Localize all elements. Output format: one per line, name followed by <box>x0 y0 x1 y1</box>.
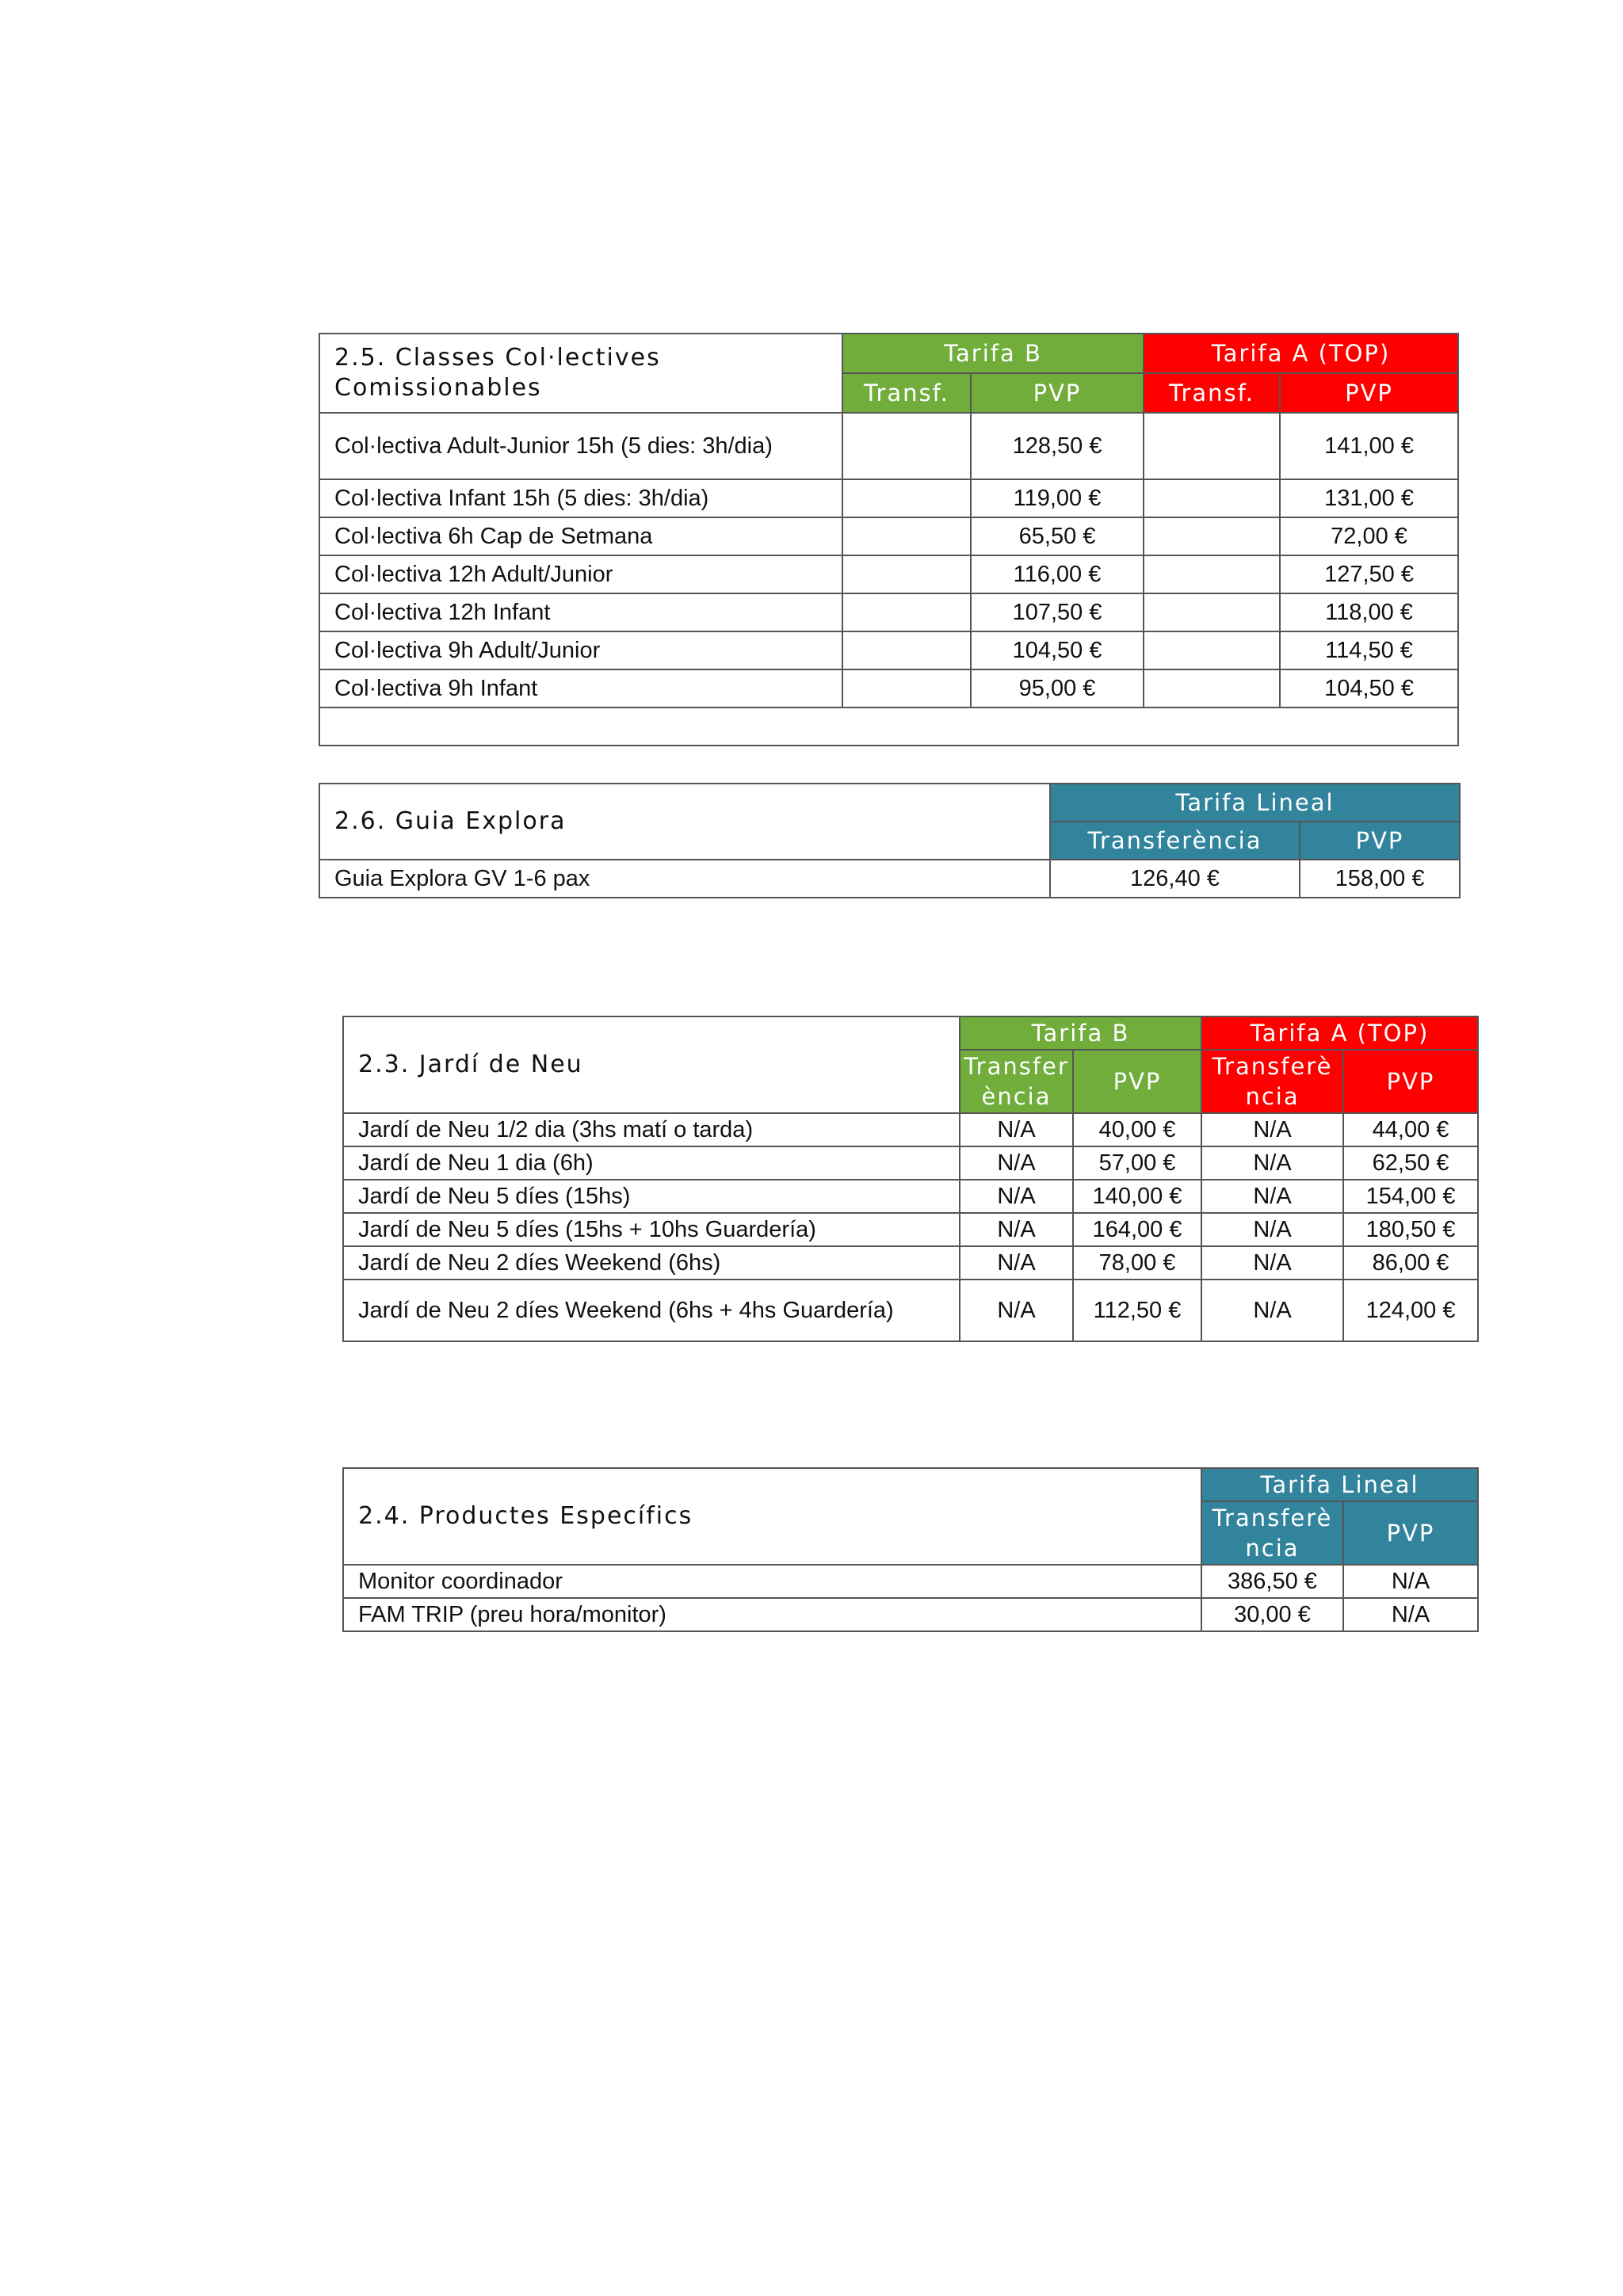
table-row <box>319 479 1458 517</box>
row-label: Col·lectiva 9h Infant <box>319 669 842 707</box>
a-pvp-cell: 127,50 € <box>1280 555 1458 593</box>
col-transf: Transferència <box>1201 1501 1343 1565</box>
a-transf-cell: N/A <box>1201 1146 1343 1180</box>
a-transf-cell <box>1144 555 1280 593</box>
empty-cell <box>319 707 1458 746</box>
a-transf-cell <box>1144 669 1280 707</box>
table-row <box>319 860 1460 898</box>
table-title: 2.6. Guia Explora <box>319 784 1050 860</box>
table-classes-collectives <box>319 333 1459 746</box>
table-row <box>343 1146 1478 1180</box>
col-a-transf: Transf. <box>1144 373 1280 413</box>
b-pvp-cell: 112,50 € <box>1073 1280 1201 1341</box>
a-pvp-cell: 131,00 € <box>1280 479 1458 517</box>
b-pvp-cell: 128,50 € <box>971 413 1144 479</box>
b-transf-cell: N/A <box>960 1113 1073 1146</box>
col-b-transf: Transferència <box>960 1050 1073 1113</box>
b-transf-cell <box>842 669 971 707</box>
pvp-cell: 158,00 € <box>1300 860 1460 898</box>
row-label: Col·lectiva Adult-Junior 15h (5 dies: 3h/dia) <box>319 413 842 479</box>
table-row <box>319 631 1458 669</box>
row-label: Col·lectiva 12h Infant <box>319 593 842 631</box>
b-transf-cell <box>842 517 971 555</box>
a-transf-cell <box>1144 479 1280 517</box>
tarifa-b-header: Tarifa B <box>960 1016 1201 1050</box>
table-row <box>319 669 1458 707</box>
table-title: 2.5. Classes Col·lectives Comissionables <box>319 334 842 413</box>
row-label: Col·lectiva Infant 15h (5 dies: 3h/dia) <box>319 479 842 517</box>
a-transf-cell <box>1144 413 1280 479</box>
a-transf-cell <box>1144 517 1280 555</box>
col-a-pvp: PVP <box>1343 1050 1478 1113</box>
pvp-cell: N/A <box>1343 1598 1478 1631</box>
b-pvp-cell: 78,00 € <box>1073 1246 1201 1280</box>
b-pvp-cell: 119,00 € <box>971 479 1144 517</box>
transf-cell: 30,00 € <box>1201 1598 1343 1631</box>
col-a-transf: Transferència <box>1201 1050 1343 1113</box>
b-transf-cell <box>842 413 971 479</box>
a-pvp-cell: 141,00 € <box>1280 413 1458 479</box>
transf-cell: 386,50 € <box>1201 1565 1343 1598</box>
a-transf-cell <box>1144 593 1280 631</box>
a-pvp-cell: 118,00 € <box>1280 593 1458 631</box>
table-row <box>319 517 1458 555</box>
b-transf-cell: N/A <box>960 1213 1073 1246</box>
b-transf-cell <box>842 479 971 517</box>
b-pvp-cell: 107,50 € <box>971 593 1144 631</box>
tarifa-lineal-header: Tarifa Lineal <box>1201 1468 1478 1501</box>
transf-cell: 126,40 € <box>1050 860 1300 898</box>
table-title: 2.3. Jardí de Neu <box>343 1016 960 1113</box>
b-pvp-cell: 164,00 € <box>1073 1213 1201 1246</box>
table-row <box>343 1246 1478 1280</box>
table-jardi-de-neu <box>342 1016 1479 1342</box>
table-productes-especifics <box>342 1467 1479 1632</box>
row-label: Jardí de Neu 1 dia (6h) <box>343 1146 960 1180</box>
row-label: Jardí de Neu 2 díes Weekend (6hs) <box>343 1246 960 1280</box>
table-row <box>319 593 1458 631</box>
row-label: Col·lectiva 9h Adult/Junior <box>319 631 842 669</box>
a-transf-cell <box>1144 631 1280 669</box>
row-label: Col·lectiva 6h Cap de Setmana <box>319 517 842 555</box>
table-guia-explora <box>319 783 1461 898</box>
table-row <box>343 1180 1478 1213</box>
b-pvp-cell: 57,00 € <box>1073 1146 1201 1180</box>
b-pvp-cell: 104,50 € <box>971 631 1144 669</box>
pvp-cell: N/A <box>1343 1565 1478 1598</box>
table-row <box>319 555 1458 593</box>
b-transf-cell <box>842 631 971 669</box>
tarifa-lineal-header: Tarifa Lineal <box>1050 784 1460 822</box>
b-transf-cell: N/A <box>960 1146 1073 1180</box>
b-transf-cell: N/A <box>960 1180 1073 1213</box>
a-pvp-cell: 114,50 € <box>1280 631 1458 669</box>
a-pvp-cell: 44,00 € <box>1343 1113 1478 1146</box>
table-row <box>319 413 1458 479</box>
row-label: Jardí de Neu 2 díes Weekend (6hs + 4hs Guardería) <box>343 1280 960 1341</box>
a-transf-cell: N/A <box>1201 1213 1343 1246</box>
a-transf-cell: N/A <box>1201 1246 1343 1280</box>
a-transf-cell: N/A <box>1201 1280 1343 1341</box>
row-label: Monitor coordinador <box>343 1565 1201 1598</box>
tarifa-b-header: Tarifa B <box>842 334 1144 373</box>
table-row <box>343 1598 1478 1631</box>
a-pvp-cell: 180,50 € <box>1343 1213 1478 1246</box>
table-row <box>343 1565 1478 1598</box>
b-pvp-cell: 95,00 € <box>971 669 1144 707</box>
col-pvp: PVP <box>1343 1501 1478 1565</box>
b-transf-cell: N/A <box>960 1280 1073 1341</box>
b-pvp-cell: 116,00 € <box>971 555 1144 593</box>
b-pvp-cell: 65,50 € <box>971 517 1144 555</box>
a-pvp-cell: 86,00 € <box>1343 1246 1478 1280</box>
b-transf-cell: N/A <box>960 1246 1073 1280</box>
row-label: Jardí de Neu 5 díes (15hs) <box>343 1180 960 1213</box>
a-pvp-cell: 154,00 € <box>1343 1180 1478 1213</box>
b-transf-cell <box>842 593 971 631</box>
b-pvp-cell: 140,00 € <box>1073 1180 1201 1213</box>
table-title: 2.4. Productes Específics <box>343 1468 1201 1565</box>
a-pvp-cell: 124,00 € <box>1343 1280 1478 1341</box>
b-pvp-cell: 40,00 € <box>1073 1113 1201 1146</box>
row-label: Col·lectiva 12h Adult/Junior <box>319 555 842 593</box>
a-transf-cell: N/A <box>1201 1113 1343 1146</box>
row-label: FAM TRIP (preu hora/monitor) <box>343 1598 1201 1631</box>
col-b-transf: Transf. <box>842 373 971 413</box>
a-transf-cell: N/A <box>1201 1180 1343 1213</box>
col-pvp: PVP <box>1300 822 1460 860</box>
a-pvp-cell: 62,50 € <box>1343 1146 1478 1180</box>
table-row <box>343 1280 1478 1341</box>
col-b-pvp: PVP <box>1073 1050 1201 1113</box>
b-transf-cell <box>842 555 971 593</box>
tarifa-a-header: Tarifa A (TOP) <box>1201 1016 1478 1050</box>
a-pvp-cell: 104,50 € <box>1280 669 1458 707</box>
table-row-empty <box>319 707 1458 746</box>
col-transf: Transferència <box>1050 822 1300 860</box>
tarifa-a-header: Tarifa A (TOP) <box>1144 334 1458 373</box>
row-label: Jardí de Neu 1/2 dia (3hs matí o tarda) <box>343 1113 960 1146</box>
table-row <box>343 1213 1478 1246</box>
table-row <box>343 1113 1478 1146</box>
row-label: Jardí de Neu 5 díes (15hs + 10hs Guardería) <box>343 1213 960 1246</box>
col-b-pvp: PVP <box>971 373 1144 413</box>
col-a-pvp: PVP <box>1280 373 1458 413</box>
row-label: Guia Explora GV 1-6 pax <box>319 860 1050 898</box>
a-pvp-cell: 72,00 € <box>1280 517 1458 555</box>
